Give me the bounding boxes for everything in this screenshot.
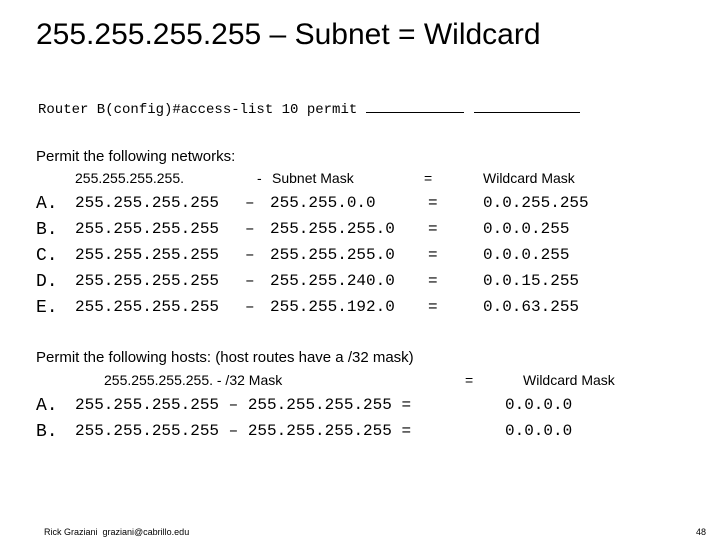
row-wildcard: 0.0.0.255	[483, 246, 570, 264]
answer-blank-wildcard	[474, 100, 580, 113]
hosts-heading: Permit the following hosts: (host routes have a /32 mask)	[36, 349, 414, 366]
row-dash: –	[245, 194, 255, 212]
host-row-wildcard: 0.0.0.0	[505, 422, 573, 440]
row-mask: 255.255.240.0	[270, 272, 395, 290]
row-dash: –	[245, 298, 255, 316]
networks-header-address: 255.255.255.255.	[75, 170, 184, 186]
networks-header-wildcard: Wildcard Mask	[483, 170, 575, 186]
row-wildcard: 0.0.0.255	[483, 220, 570, 238]
row-letter: E.	[36, 298, 58, 318]
row-equals: =	[428, 220, 438, 238]
answer-blank-network	[366, 100, 464, 113]
row-wildcard: 0.0.15.255	[483, 272, 580, 290]
networks-header-dash: -	[257, 170, 262, 186]
row-dash: –	[245, 272, 255, 290]
host-row-expression: 255.255.255.255 – 255.255.255.255 =	[75, 396, 412, 414]
row-address: 255.255.255.255	[75, 246, 220, 264]
host-row-letter: A.	[36, 396, 58, 416]
networks-heading: Permit the following networks:	[36, 148, 236, 165]
networks-header-mask: Subnet Mask	[272, 170, 354, 186]
row-mask: 255.255.255.0	[270, 220, 395, 238]
row-address: 255.255.255.255	[75, 220, 220, 238]
row-wildcard: 0.0.255.255	[483, 194, 589, 212]
access-list-command	[38, 100, 580, 118]
host-row-expression: 255.255.255.255 – 255.255.255.255 =	[75, 422, 412, 440]
row-address: 255.255.255.255	[75, 272, 220, 290]
hosts-header-wildcard: Wildcard Mask	[523, 372, 615, 388]
command-prefix: Router B(config)#access-list 10 permit	[38, 102, 366, 118]
row-address: 255.255.255.255	[75, 194, 220, 212]
row-equals: =	[428, 298, 438, 316]
host-row-letter: B.	[36, 422, 58, 442]
hosts-header-equals: =	[465, 372, 474, 388]
row-letter: D.	[36, 272, 58, 292]
row-mask: 255.255.255.0	[270, 246, 395, 264]
row-equals: =	[428, 194, 438, 212]
row-letter: C.	[36, 246, 58, 266]
row-equals: =	[428, 272, 438, 290]
host-row-wildcard: 0.0.0.0	[505, 396, 573, 414]
row-dash: –	[245, 246, 255, 264]
footer-author: Rick Graziani graziani@cabrillo.edu	[44, 527, 190, 537]
row-dash: –	[245, 220, 255, 238]
row-wildcard: 0.0.63.255	[483, 298, 580, 316]
hosts-header-address: 255.255.255.255. - /32 Mask	[104, 372, 283, 388]
page-number: 48	[695, 527, 706, 537]
row-letter: B.	[36, 220, 58, 240]
row-mask: 255.255.0.0	[270, 194, 376, 212]
row-equals: =	[428, 246, 438, 264]
row-mask: 255.255.192.0	[270, 298, 395, 316]
slide-title: 255.255.255.255 – Subnet = Wildcard	[36, 18, 541, 51]
row-address: 255.255.255.255	[75, 298, 220, 316]
networks-header-equals: =	[424, 170, 433, 186]
row-letter: A.	[36, 194, 58, 214]
